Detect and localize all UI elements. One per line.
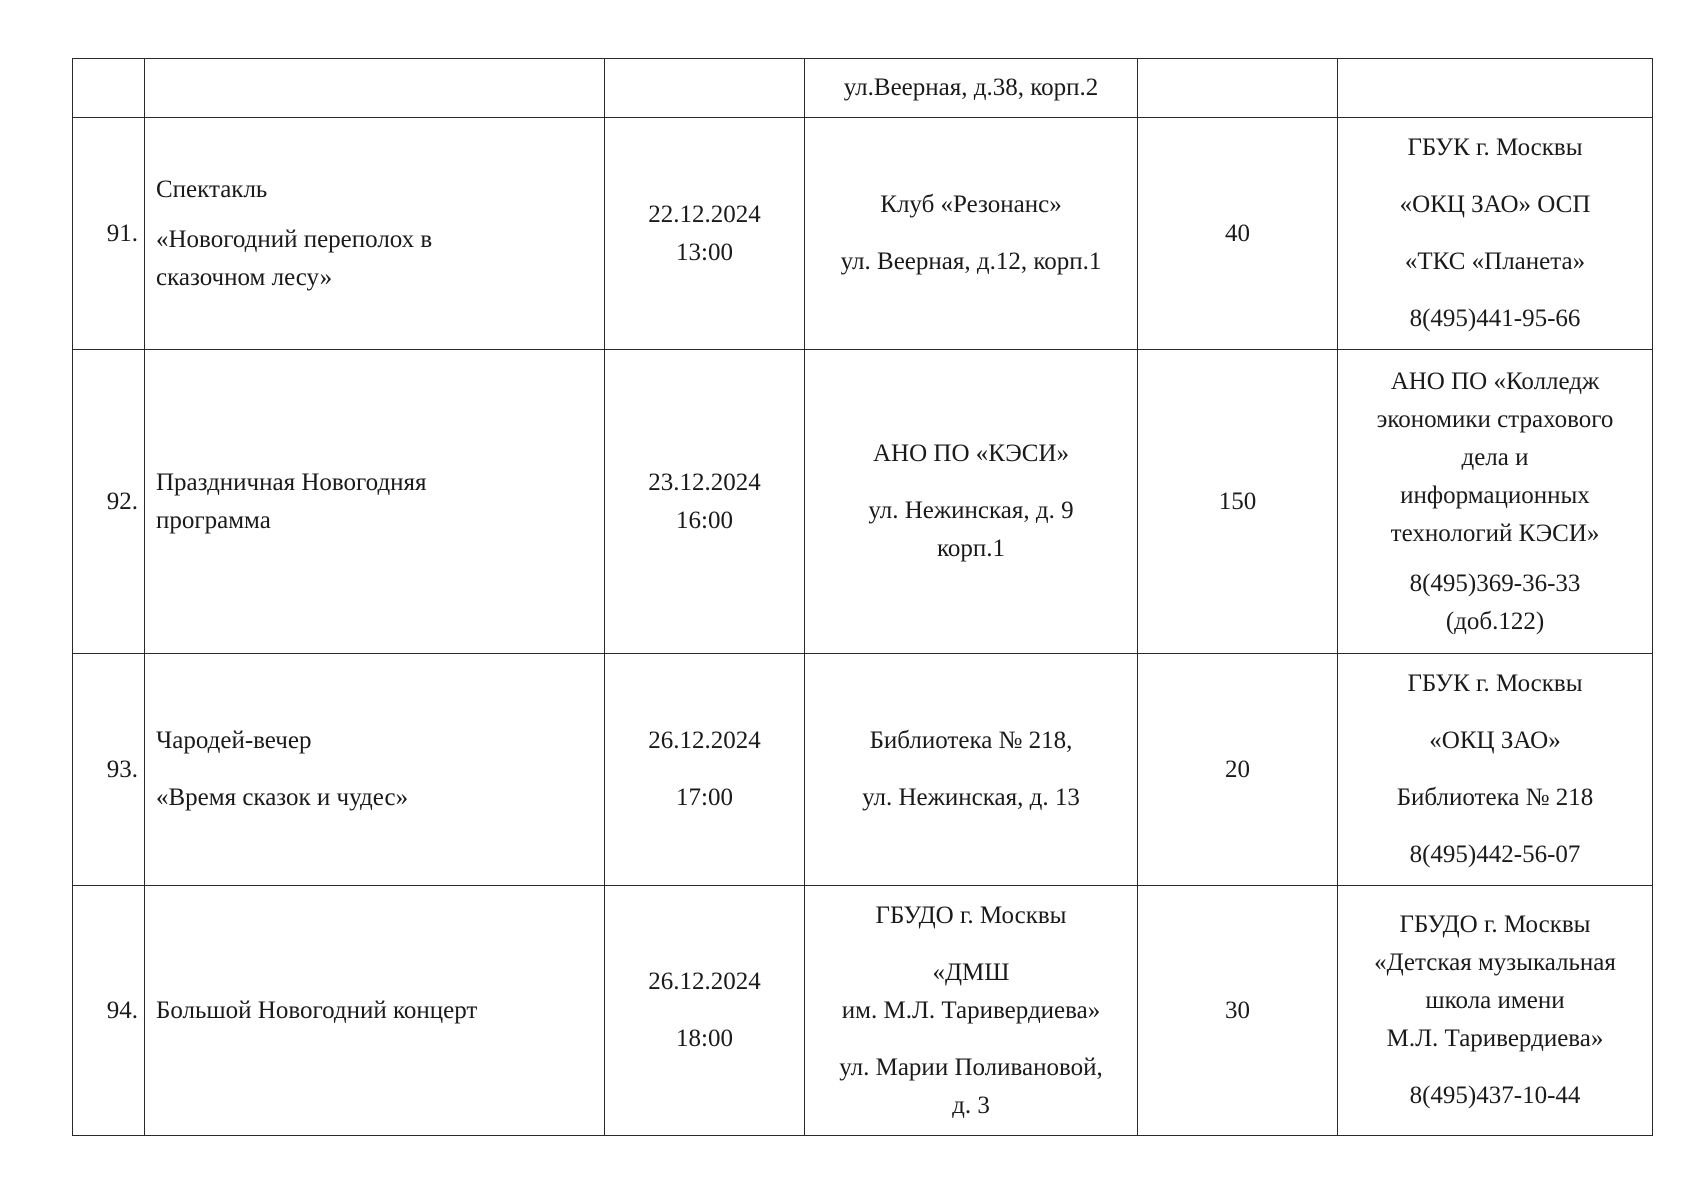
participant-count-cell: 150 <box>1138 350 1338 654</box>
row-number-cell <box>73 59 145 118</box>
event-name-cell <box>145 654 605 886</box>
place-line: «ДМШ <box>932 958 1010 986</box>
event-place-cell <box>805 654 1138 886</box>
organizer-line: Библиотека № 218 <box>1396 784 1594 811</box>
event-name-line: Большой Новогодний концерт <box>156 996 478 1024</box>
events-table <box>72 58 1653 1136</box>
participant-count-cell: 20 <box>1138 654 1338 886</box>
event-datetime-cell <box>605 886 805 1136</box>
organizer-cell <box>1338 118 1653 350</box>
organizer-line: дела и <box>1461 443 1529 471</box>
event-time: 16:00 <box>676 506 733 534</box>
event-name-line: Чародей-вечер <box>156 727 312 754</box>
event-place-cell <box>805 118 1138 350</box>
organizer-line: ГБУК г. Москвы <box>1407 670 1583 697</box>
table-row <box>73 350 1653 654</box>
organizer-line: школа имени <box>1425 987 1565 1014</box>
place-line: Клуб «Резонанс» <box>880 191 1062 218</box>
organizer-line: «ТКС «Планета» <box>1404 248 1586 275</box>
organizer-line: «Детская музыкальная <box>1374 949 1616 976</box>
event-date: 22.12.2024 <box>648 200 761 228</box>
table-row <box>73 886 1653 1136</box>
organizer-line: АНО ПО «Колледж <box>1390 367 1600 395</box>
place-line: ул. Нежинская, д. 9 <box>868 497 1074 524</box>
organizer-line: «ОКЦ ЗАО» ОСП <box>1399 191 1591 218</box>
organizer-line: ГБУК г. Москвы <box>1407 134 1583 161</box>
organizer-line: технологий КЭСИ» <box>1390 519 1600 547</box>
organizer-cell <box>1338 886 1653 1136</box>
event-place-cell <box>805 350 1138 654</box>
table-row <box>73 59 1653 118</box>
organizer-line: информационных <box>1400 481 1590 509</box>
participant-count-cell: 40 <box>1138 118 1338 350</box>
place-line: ГБУДО г. Москвы <box>875 901 1067 929</box>
place-line: ул. Веерная, д.12, корп.1 <box>840 248 1102 275</box>
place-line: им. М.Л. Таривердиева» <box>841 996 1101 1024</box>
place-line: ул. Марии Поливановой, <box>839 1053 1103 1081</box>
organizer-phone-ext: (доб.122) <box>1445 607 1545 635</box>
event-date: 23.12.2024 <box>648 468 761 496</box>
place-line: ул.Веерная, д.38, корп.2 <box>843 74 1099 101</box>
row-number-cell: 91. <box>73 118 145 350</box>
event-name-line: «Время сказок и чудес» <box>156 784 409 811</box>
organizer-cell <box>1338 654 1653 886</box>
organizer-phone: 8(495)369-36-33 <box>1409 569 1581 597</box>
event-name-cell <box>145 350 605 654</box>
event-date: 26.12.2024 <box>648 727 761 754</box>
organizer-phone: 8(495)442-56-07 <box>1409 841 1581 868</box>
event-datetime-cell <box>605 59 805 118</box>
event-datetime-cell <box>605 350 805 654</box>
table-row <box>73 118 1653 350</box>
place-line: Библиотека № 218, <box>869 727 1073 754</box>
place-line: корп.1 <box>936 535 1005 562</box>
table-row <box>73 654 1653 886</box>
organizer-line: М.Л. Таривердиева» <box>1386 1025 1604 1052</box>
event-time: 13:00 <box>676 238 733 266</box>
organizer-cell <box>1338 350 1653 654</box>
event-name-line: программа <box>156 506 271 534</box>
place-line: ул. Нежинская, д. 13 <box>862 784 1080 811</box>
event-place-cell <box>805 59 1138 118</box>
organizer-phone: 8(495)441-95-66 <box>1409 305 1581 332</box>
organizer-line: «ОКЦ ЗАО» <box>1429 727 1561 754</box>
event-name-line: Спектакль <box>156 175 268 203</box>
row-number-cell: 92. <box>73 350 145 654</box>
event-name-cell <box>145 886 605 1136</box>
row-number-cell: 94. <box>73 886 145 1136</box>
organizer-line: ГБУДО г. Москвы <box>1399 911 1591 938</box>
event-time: 18:00 <box>676 1025 733 1052</box>
participant-count-cell <box>1138 59 1338 118</box>
event-name-cell <box>145 59 605 118</box>
organizer-phone: 8(495)437-10-44 <box>1409 1082 1581 1109</box>
event-name-line: сказочном лесу» <box>156 263 333 291</box>
participant-count-cell: 30 <box>1138 886 1338 1136</box>
event-datetime-cell <box>605 118 805 350</box>
event-name-line: «Новогодний переполох в <box>156 225 433 253</box>
event-time: 17:00 <box>676 784 733 811</box>
event-datetime-cell <box>605 654 805 886</box>
row-number-cell: 93. <box>73 654 145 886</box>
place-line: АНО ПО «КЭСИ» <box>873 440 1069 467</box>
event-place-cell <box>805 886 1138 1136</box>
event-date: 26.12.2024 <box>648 968 761 995</box>
place-line: д. 3 <box>952 1091 990 1119</box>
organizer-line: экономики страхового <box>1376 405 1614 433</box>
event-name-cell <box>145 118 605 350</box>
event-name-line: Праздничная Новогодняя <box>156 468 427 496</box>
organizer-cell <box>1338 59 1653 118</box>
